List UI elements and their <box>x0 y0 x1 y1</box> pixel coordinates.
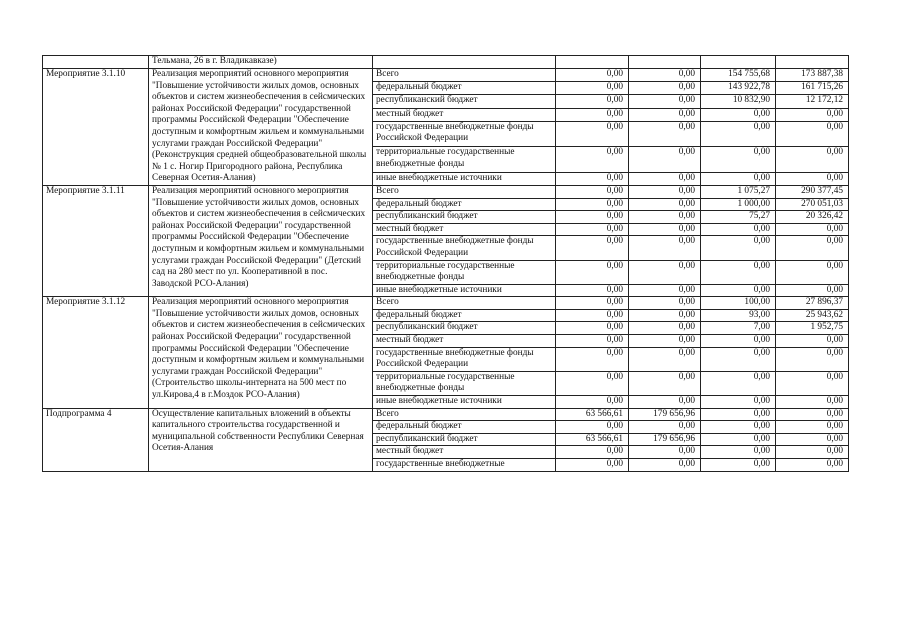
amount-cell: 20 326,42 <box>776 211 849 224</box>
cell-empty <box>373 56 556 69</box>
amount-cell: 93,00 <box>701 309 776 322</box>
funding-source: Всего <box>373 408 556 421</box>
amount-cell: 0,00 <box>776 347 849 371</box>
amount-cell: 0,00 <box>776 108 849 121</box>
amount-cell: 0,00 <box>629 108 701 121</box>
amount-cell: 0,00 <box>701 108 776 121</box>
amount-cell: 0,00 <box>701 223 776 236</box>
item-description: Реализация мероприятий основного мероприятия "Повышение устойчивости жилых домов, основных объектов и систем жизнеобеспечения в сейсмических районах Российской Федерации" государственной программы Российской Федерации "Обеспечение доступным и комфортным жильем и коммунальными услугами граждан Российской Федерации" (Строительство школы-интерната на 500 мест по ул.Кирова,4 в г.Моздок РСО-Алания) <box>149 297 373 408</box>
funding-source: государственные внебюджетные <box>373 459 556 472</box>
amount-cell: 63 566,61 <box>556 433 629 446</box>
funding-source: местный бюджет <box>373 335 556 348</box>
funding-source: территориальные государственные внебюджетные фонды <box>373 371 556 395</box>
funding-source: местный бюджет <box>373 446 556 459</box>
amount-cell: 0,00 <box>629 121 701 146</box>
amount-cell: 0,00 <box>776 459 849 472</box>
amount-cell: 0,00 <box>701 260 776 284</box>
amount-cell: 0,00 <box>556 82 629 95</box>
cell-empty <box>43 56 149 69</box>
funding-source: Всего <box>373 69 556 82</box>
amount-cell: 0,00 <box>629 172 701 185</box>
amount-cell: 0,00 <box>776 172 849 185</box>
amount-cell: 0,00 <box>556 223 629 236</box>
funding-source: республиканский бюджет <box>373 433 556 446</box>
amount-cell: 63 566,61 <box>556 408 629 421</box>
amount-cell: 161 715,26 <box>776 82 849 95</box>
amount-cell: 179 656,96 <box>629 433 701 446</box>
amount-cell: 0,00 <box>556 335 629 348</box>
amount-cell: 0,00 <box>629 236 701 260</box>
amount-cell: 0,00 <box>776 371 849 395</box>
amount-cell: 0,00 <box>556 371 629 395</box>
amount-cell: 0,00 <box>556 459 629 472</box>
amount-cell: 12 172,12 <box>776 95 849 108</box>
amount-cell: 0,00 <box>776 446 849 459</box>
amount-cell: 0,00 <box>776 284 849 297</box>
amount-cell: 0,00 <box>629 421 701 434</box>
funding-source: федеральный бюджет <box>373 421 556 434</box>
amount-cell: 0,00 <box>701 147 776 172</box>
amount-cell: 0,00 <box>556 121 629 146</box>
item-description: Реализация мероприятий основного мероприятия "Повышение устойчивости жилых домов, основных объектов и систем жизнеобеспечения в сейсмических районах Российской Федерации" государственной программы Российской Федерации "Обеспечение доступным и комфортным жильем и коммунальными услугами граждан Российской Федерации" (Реконструкция средней общеобразовательной школы № 1 с. Ногир Пригородного района, Республика Северная Осетия-Алания) <box>149 69 373 186</box>
table-row <box>43 185 849 198</box>
amount-cell: 0,00 <box>556 260 629 284</box>
cell-empty <box>629 56 701 69</box>
table-body <box>43 56 849 472</box>
item-code: Подпрограмма 4 <box>43 408 149 471</box>
funding-source: государственные внебюджетные фонды Российской Федерации <box>373 121 556 146</box>
amount-cell: 1 000,00 <box>701 198 776 211</box>
item-description: Осуществление капитальных вложений в объекты капитального строительства государственной и муниципальной собственности Республики Северная Осетия-Алания <box>149 408 373 471</box>
amount-cell: 0,00 <box>776 121 849 146</box>
amount-cell: 0,00 <box>629 335 701 348</box>
amount-cell: 0,00 <box>701 172 776 185</box>
amount-cell: 0,00 <box>556 297 629 310</box>
amount-cell: 10 832,90 <box>701 95 776 108</box>
amount-cell: 0,00 <box>629 69 701 82</box>
amount-cell: 0,00 <box>556 347 629 371</box>
amount-cell: 0,00 <box>701 335 776 348</box>
amount-cell: 0,00 <box>776 147 849 172</box>
amount-cell: 0,00 <box>556 284 629 297</box>
amount-cell: 0,00 <box>629 446 701 459</box>
table-row <box>43 69 849 82</box>
amount-cell: 0,00 <box>629 147 701 172</box>
amount-cell: 0,00 <box>776 396 849 409</box>
amount-cell: 0,00 <box>556 396 629 409</box>
amount-cell: 27 896,37 <box>776 297 849 310</box>
amount-cell: 0,00 <box>556 108 629 121</box>
budget-table <box>42 55 849 472</box>
amount-cell: 0,00 <box>629 284 701 297</box>
funding-source: иные внебюджетные источники <box>373 172 556 185</box>
amount-cell: 154 755,68 <box>701 69 776 82</box>
amount-cell: 0,00 <box>701 121 776 146</box>
budget-table-page <box>42 55 848 472</box>
amount-cell: 0,00 <box>701 284 776 297</box>
amount-cell: 0,00 <box>556 95 629 108</box>
amount-cell: 0,00 <box>629 198 701 211</box>
amount-cell: 0,00 <box>776 433 849 446</box>
amount-cell: 0,00 <box>629 260 701 284</box>
funding-source: Всего <box>373 297 556 310</box>
amount-cell: 0,00 <box>629 95 701 108</box>
amount-cell: 0,00 <box>556 147 629 172</box>
amount-cell: 0,00 <box>629 309 701 322</box>
amount-cell: 0,00 <box>629 185 701 198</box>
amount-cell: 0,00 <box>629 459 701 472</box>
funding-source: республиканский бюджет <box>373 95 556 108</box>
funding-source: иные внебюджетные источники <box>373 284 556 297</box>
amount-cell: 7,00 <box>701 322 776 335</box>
funding-source: территориальные государственные внебюджетные фонды <box>373 147 556 172</box>
continuation-text: Тельмана, 26 в г. Владикавказе) <box>149 56 373 69</box>
amount-cell: 0,00 <box>629 322 701 335</box>
amount-cell: 0,00 <box>701 433 776 446</box>
funding-source: местный бюджет <box>373 108 556 121</box>
item-code: Мероприятие 3.1.11 <box>43 185 149 296</box>
amount-cell: 0,00 <box>556 185 629 198</box>
amount-cell: 25 943,62 <box>776 309 849 322</box>
amount-cell: 0,00 <box>629 396 701 409</box>
continuation-row <box>43 56 849 69</box>
funding-source: федеральный бюджет <box>373 82 556 95</box>
funding-source: республиканский бюджет <box>373 322 556 335</box>
funding-source: местный бюджет <box>373 223 556 236</box>
funding-source: федеральный бюджет <box>373 198 556 211</box>
amount-cell: 173 887,38 <box>776 69 849 82</box>
cell-empty <box>776 56 849 69</box>
amount-cell: 0,00 <box>556 211 629 224</box>
amount-cell: 143 922,78 <box>701 82 776 95</box>
amount-cell: 0,00 <box>701 396 776 409</box>
amount-cell: 0,00 <box>776 236 849 260</box>
amount-cell: 0,00 <box>556 322 629 335</box>
amount-cell: 0,00 <box>556 198 629 211</box>
funding-source: федеральный бюджет <box>373 309 556 322</box>
table-row <box>43 297 849 310</box>
funding-source: иные внебюджетные источники <box>373 396 556 409</box>
amount-cell: 0,00 <box>701 459 776 472</box>
amount-cell: 0,00 <box>556 309 629 322</box>
funding-source: государственные внебюджетные фонды Российской Федерации <box>373 236 556 260</box>
funding-source: государственные внебюджетные фонды Российской Федерации <box>373 347 556 371</box>
amount-cell: 1 952,75 <box>776 322 849 335</box>
amount-cell: 0,00 <box>701 347 776 371</box>
amount-cell: 1 075,27 <box>701 185 776 198</box>
amount-cell: 0,00 <box>701 408 776 421</box>
amount-cell: 0,00 <box>701 446 776 459</box>
amount-cell: 0,00 <box>556 69 629 82</box>
amount-cell: 179 656,96 <box>629 408 701 421</box>
amount-cell: 0,00 <box>556 236 629 260</box>
funding-source: территориальные государственные внебюджетные фонды <box>373 260 556 284</box>
amount-cell: 0,00 <box>629 223 701 236</box>
amount-cell: 0,00 <box>556 172 629 185</box>
funding-source: республиканский бюджет <box>373 211 556 224</box>
amount-cell: 0,00 <box>701 421 776 434</box>
amount-cell: 0,00 <box>776 335 849 348</box>
amount-cell: 0,00 <box>776 408 849 421</box>
amount-cell: 290 377,45 <box>776 185 849 198</box>
amount-cell: 75,27 <box>701 211 776 224</box>
amount-cell: 0,00 <box>776 260 849 284</box>
amount-cell: 0,00 <box>629 371 701 395</box>
amount-cell: 100,00 <box>701 297 776 310</box>
amount-cell: 0,00 <box>629 347 701 371</box>
cell-empty <box>701 56 776 69</box>
amount-cell: 0,00 <box>701 236 776 260</box>
funding-source: Всего <box>373 185 556 198</box>
amount-cell: 0,00 <box>701 371 776 395</box>
amount-cell: 0,00 <box>629 211 701 224</box>
amount-cell: 270 051,03 <box>776 198 849 211</box>
amount-cell: 0,00 <box>776 421 849 434</box>
table-row <box>43 408 849 421</box>
amount-cell: 0,00 <box>629 82 701 95</box>
item-code: Мероприятие 3.1.12 <box>43 297 149 408</box>
amount-cell: 0,00 <box>629 297 701 310</box>
amount-cell: 0,00 <box>556 446 629 459</box>
amount-cell: 0,00 <box>556 421 629 434</box>
cell-empty <box>556 56 629 69</box>
item-description: Реализация мероприятий основного мероприятия "Повышение устойчивости жилых домов, основных объектов и систем жизнеобеспечения в сейсмических районах Российской Федерации" государственной программы Российской Федерации "Обеспечение доступным и комфортным жильем и коммунальными услугами граждан Российской Федерации" (Детский сад на 280 мест по ул. Кооперативной в пос. Заводской РСО-Алания) <box>149 185 373 296</box>
amount-cell: 0,00 <box>776 223 849 236</box>
item-code: Мероприятие 3.1.10 <box>43 69 149 186</box>
